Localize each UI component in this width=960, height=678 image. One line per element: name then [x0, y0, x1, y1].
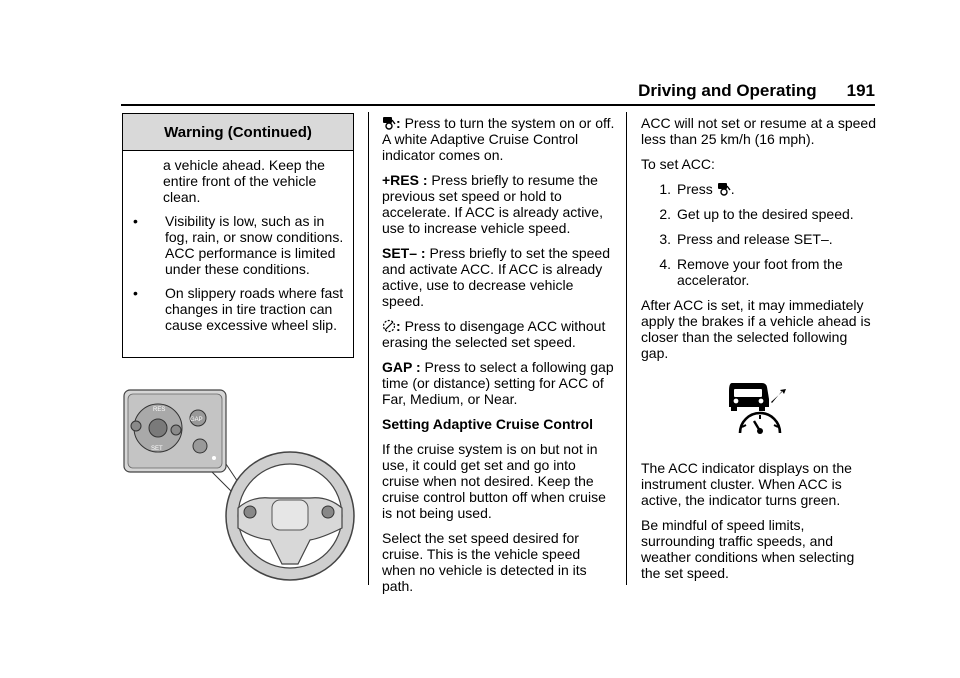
step-item — [641, 256, 877, 288]
warning-bullet — [131, 213, 345, 285]
cruise-paragraph-2: Select the set speed desired for cruise. This is the vehicle speed when no vehicle is detected in its path. — [382, 530, 587, 594]
page-header — [121, 82, 875, 106]
step-text: Press . — [677, 181, 735, 197]
cancel-icon — [382, 319, 396, 333]
cruise-paragraph-1: If the cruise system is on but not in use, it could get set and go into cruise when not desired. Keep the cruise control button off when cruise is not being used. — [382, 441, 606, 521]
setting-acc-heading: Setting Adaptive Cruise Control — [382, 416, 594, 432]
step-number: 3. — [659, 231, 671, 247]
warning-bullet — [131, 285, 345, 341]
step-item — [641, 231, 877, 247]
section-title: Driving and Operating — [638, 81, 817, 100]
cancel-separator: : — [396, 318, 401, 334]
to-set-acc-text: To set ACC: — [641, 156, 715, 172]
res-label: RES — [153, 407, 166, 413]
acc-min-speed-text: ACC will not set or resume at a speed less than 25 km/h (16 mph). — [641, 115, 876, 147]
bullet-icon: • — [133, 285, 138, 301]
cruise-on-off-icon — [717, 182, 731, 196]
warning-bullet-text: On slippery roads where fast changes in tire traction can cause excessive wheel slip. — [165, 285, 344, 333]
res-description — [382, 172, 616, 236]
page-number: 191 — [846, 81, 875, 100]
warning-continued-text: a vehicle ahead. Keep the entire front of the vehicle clean. — [163, 157, 325, 205]
on-off-separator: : — [396, 115, 401, 131]
gap-label: GAP — [190, 417, 203, 423]
cancel-button-icon — [131, 421, 141, 431]
cancel-description — [382, 318, 616, 350]
set-label: SET — [151, 446, 163, 452]
set-description — [382, 245, 616, 309]
step-text: Remove your foot from the accelerator. — [677, 256, 843, 288]
column-2 — [382, 115, 616, 603]
on-off-description — [382, 115, 616, 163]
acc-after-set-text: After ACC is set, it may immediately apply the brakes if a vehicle ahead is closer than the selected following gap. — [641, 297, 871, 361]
step-number: 4. — [659, 256, 671, 272]
set-label: SET– : — [382, 245, 426, 261]
step-number: 1. — [659, 181, 671, 197]
warning-box — [122, 113, 354, 358]
bullet-icon: • — [133, 213, 138, 229]
column-3 — [641, 115, 877, 370]
res-text: Press briefly to resume the previous set speed or hold to accelerate. If ACC is already active, use to increase vehicle speed. — [382, 172, 603, 236]
step-text: Get up to the desired speed. — [677, 206, 854, 222]
column-divider-1 — [368, 112, 369, 585]
cruise-on-off-icon — [382, 116, 396, 130]
warning-body — [123, 151, 353, 341]
acc-indicator-text: The ACC indicator displays on the instrument cluster. When ACC is active, the indicator turns green. — [641, 460, 852, 508]
warning-bullet-text: Visibility is low, such as in fog, rain, or snow conditions. ACC performance is limited under these conditions. — [165, 213, 344, 277]
step-item — [641, 181, 877, 197]
gap-label: GAP : — [382, 359, 421, 375]
step-text: Press and release SET–. — [677, 231, 833, 247]
steering-wheel-illustration — [122, 388, 356, 586]
cancel-text: Press to disengage ACC without erasing the selected set speed. — [382, 318, 606, 350]
on-off-text: Press to turn the system on or off. A white Adaptive Cruise Control indicator comes on. — [382, 115, 615, 163]
gap-text: Press to select a following gap time (or distance) setting for ACC of Far, Medium, or Near. — [382, 359, 614, 407]
column-divider-2 — [626, 112, 627, 585]
step-item — [641, 206, 877, 222]
column-3-lower — [641, 460, 877, 590]
mindful-text: Be mindful of speed limits, surrounding traffic speeds, and weather conditions when selecting the set speed. — [641, 517, 855, 581]
warning-title: Warning (Continued) — [123, 114, 353, 151]
res-label: +RES : — [382, 172, 428, 188]
acc-indicator-icon — [728, 377, 788, 437]
on-off-button-icon — [171, 425, 181, 435]
set-text: Press briefly to set the speed and activate ACC. If ACC is already active, use to decrease vehicle speed. — [382, 245, 611, 309]
step-number: 2. — [659, 206, 671, 222]
gap-description — [382, 359, 616, 407]
